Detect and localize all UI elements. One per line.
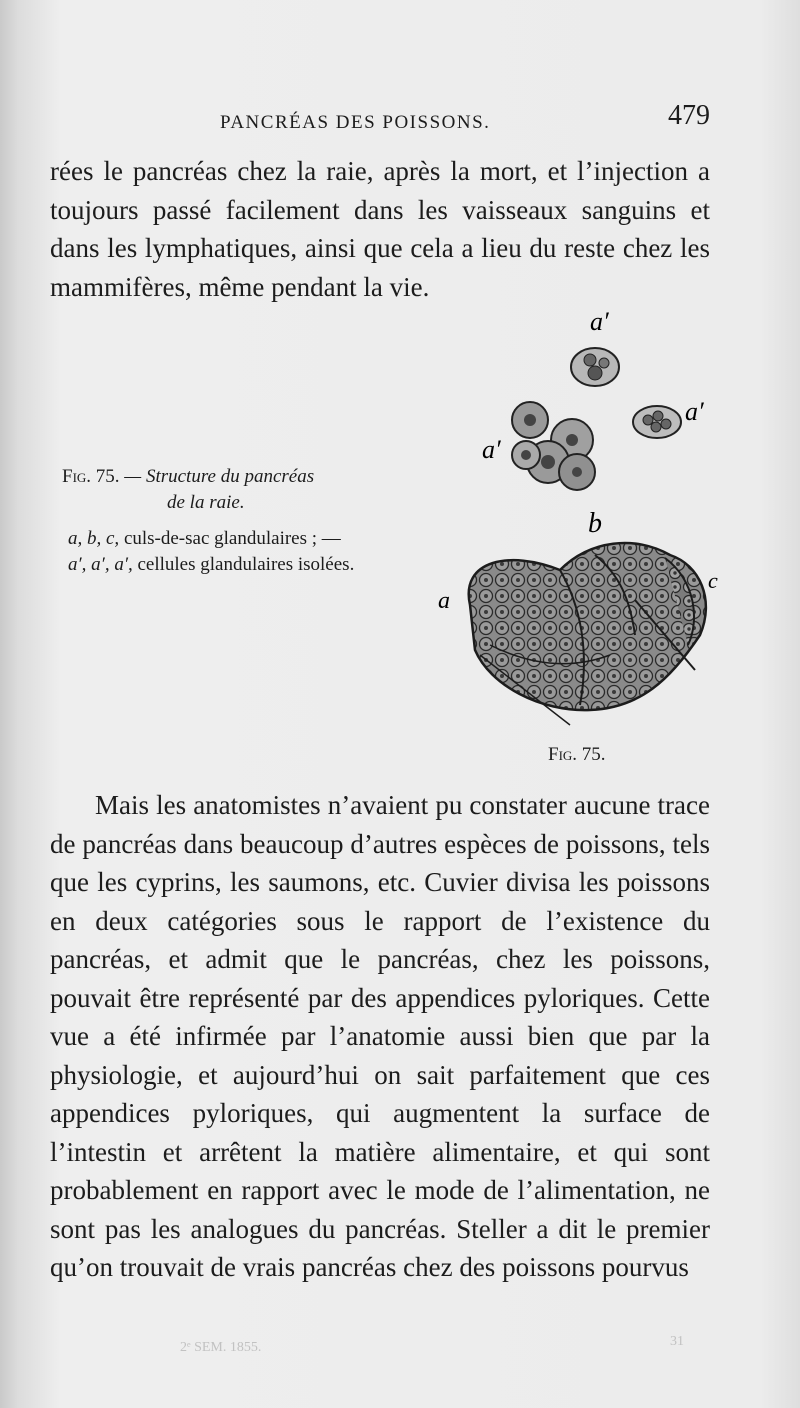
- caption-title: — Structure du pancréas: [124, 466, 315, 487]
- figure-label: Fig. 75.: [548, 744, 606, 765]
- legend-text: cellules glandulaires isolées.: [132, 554, 355, 575]
- figure-caption: [62, 464, 422, 578]
- label-a-prime-left: a′: [482, 435, 501, 464]
- label-b: b: [588, 508, 602, 539]
- caption-legend-2: [62, 552, 422, 578]
- show-through-signature: 2ᵉ SEM. 1855.: [180, 1340, 262, 1355]
- isolated-cell-right: [633, 406, 681, 438]
- paragraph-1: rées le pancréas chez la raie, après la mort, et l’injection a toujours passé facilement dans les vaisseaux sanguins et dans les lymphatiques, ainsi que cela a lieu du reste chez les mammifères, même pendant la vie.: [50, 156, 710, 302]
- caption-figure-number: Fig. 75.: [62, 466, 120, 487]
- legend-text: culs-de-sac glandulaires ; —: [119, 528, 341, 549]
- label-a-prime-right: a′: [685, 397, 704, 426]
- running-title: PANCRÉAS DES POISSONS.: [220, 112, 491, 133]
- legend-letters: a′, a′, a′,: [68, 554, 133, 575]
- page-header: [220, 100, 710, 140]
- legend-letters: a, b, c,: [68, 528, 120, 549]
- glandular-acini: [469, 543, 706, 725]
- isolated-cell-cluster: [512, 402, 595, 490]
- caption-title-continued: de la raie.: [167, 492, 245, 513]
- page-number: 479: [668, 100, 710, 131]
- label-a-prime-top: a′: [590, 307, 609, 336]
- label-c: c: [708, 568, 718, 593]
- caption-legend-1: [62, 526, 422, 552]
- label-a: a: [438, 588, 450, 614]
- isolated-cell-top: [571, 348, 619, 386]
- show-through-number: 31: [670, 1334, 684, 1349]
- pancreas-illustration: [430, 300, 750, 740]
- paragraph-2: Mais les anatomistes n’avaient pu constater aucune trace de pancréas dans beaucoup d’autres espèces de poissons, tels que les cyprins, les saumons, etc. Cuvier divisa les poissons en deux catégories sous le rapport de l’existence du pancréas, et admit que le pancréas, chez les poissons, pouvait être représenté par des appendices pyloriques. Cette vue a été infirmée par l’anatomie aussi bien que par la physiologie, et aujourd’hui on sait parfaitement que ces appendices pyloriques, qui augmentent la surface de l’intestin et arrêtent la matière alimentaire, et qui sont probablement en rapport avec le mode de l’alimentation, ne sont pas les analogues du pancréas. Steller a dit le premier qu’on trouvait de vrais pancréas chez des poissons pourvus: [50, 790, 710, 1282]
